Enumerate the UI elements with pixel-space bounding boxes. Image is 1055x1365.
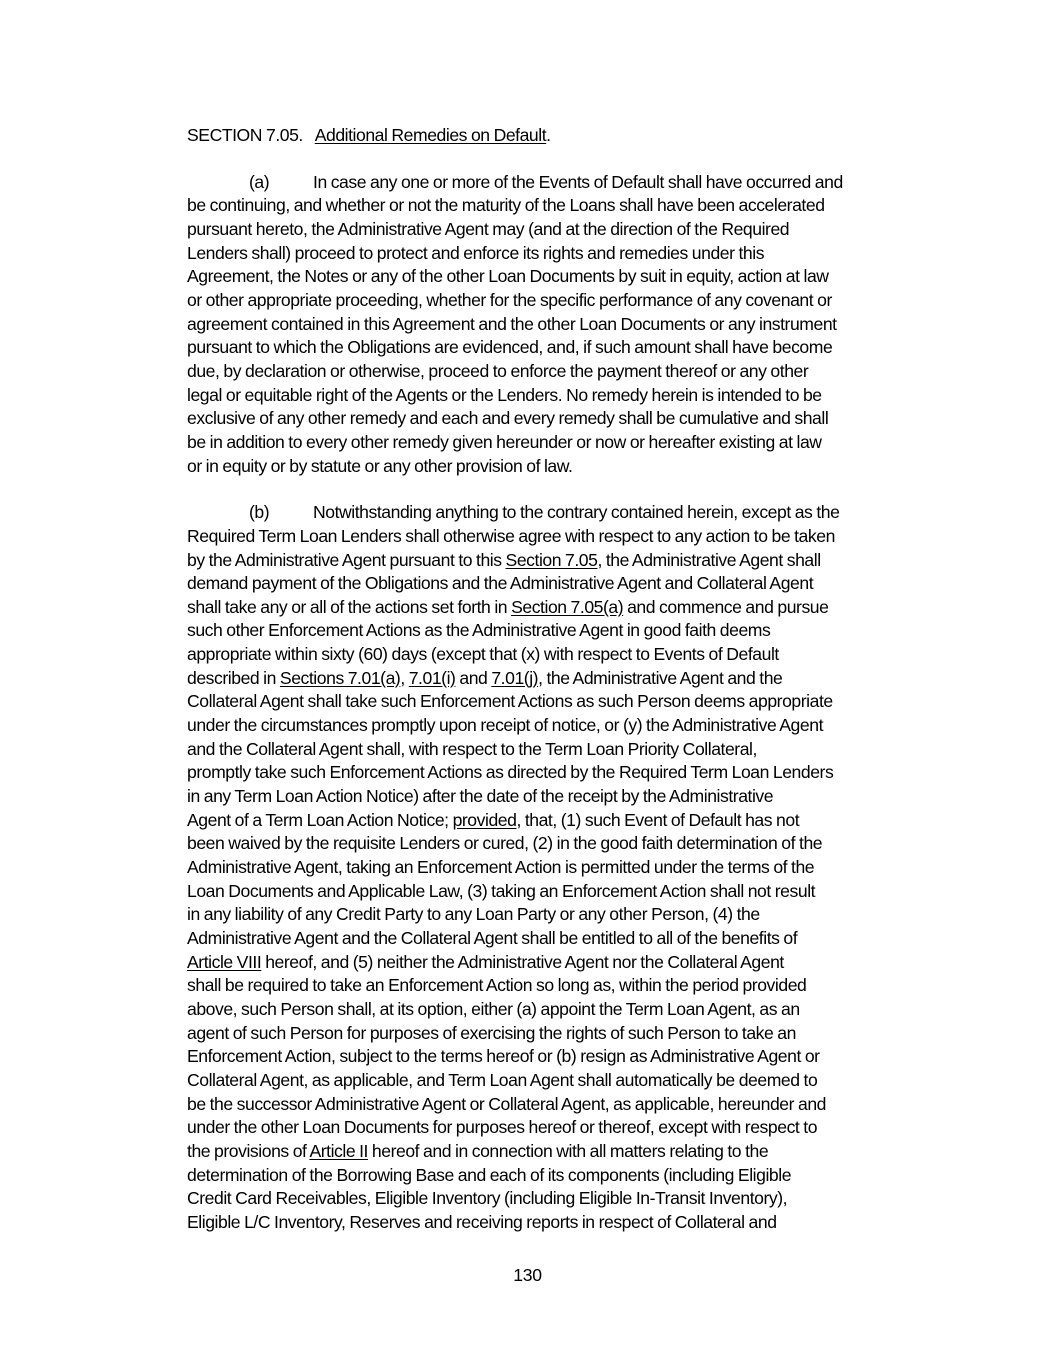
paragraph-line: Loan Documents and Applicable Law, (3) taking an Enforcement Action shall not result bbox=[187, 880, 816, 901]
paragraph-line: Administrative Agent, taking an Enforcement Action is permitted under the terms of the bbox=[187, 857, 815, 878]
section-reference-link[interactable]: Section 7.05(a) bbox=[511, 596, 624, 617]
section-number: SECTION 7.05. bbox=[187, 125, 303, 145]
article-reference-link[interactable]: Article II bbox=[309, 1140, 368, 1161]
paragraph-line: pursuant to which the Obligations are evidenced, and, if such amount shall have become bbox=[187, 337, 833, 358]
paragraph-line: by the Administrative Agent pursuant to this Section 7.05, the Administrative Agent shall bbox=[187, 549, 821, 570]
paragraph-a bbox=[187, 171, 933, 479]
paragraph-line: appropriate within sixty (60) days (except that (x) with respect to Events of Default bbox=[187, 644, 779, 665]
provided-term: provided bbox=[452, 809, 517, 830]
paragraph-line: Collateral Agent shall take such Enforcement Actions as such Person deems appropriate bbox=[187, 691, 833, 712]
paragraph-line: under the circumstances promptly upon receipt of notice, or (y) the Administrative Agent bbox=[187, 715, 824, 736]
paragraph-line: (a) In case any one or more of the Events of Default shall have occurred and bbox=[187, 171, 933, 195]
paragraph-line: be continuing, and whether or not the maturity of the Loans shall have been accelerated bbox=[187, 195, 825, 216]
document-page bbox=[187, 124, 933, 1258]
paragraph-line: (b) Notwithstanding anything to the contrary contained herein, except as the bbox=[187, 501, 933, 525]
paragraph-line: Required Term Loan Lenders shall otherwise agree with respect to any action to be taken bbox=[187, 525, 835, 546]
section-reference-link[interactable]: 7.01(i) bbox=[408, 667, 456, 688]
paragraph-line: agent of such Person for purposes of exercising the rights of such Person to take an bbox=[187, 1022, 796, 1043]
paragraph-line: be in addition to every other remedy given hereunder or now or hereafter existing at law bbox=[187, 431, 822, 452]
paragraph-line: demand payment of the Obligations and the Administrative Agent and Collateral Agent bbox=[187, 573, 814, 594]
paragraph-line: exclusive of any other remedy and each and every remedy shall be cumulative and shall bbox=[187, 408, 829, 429]
paragraph-line: above, such Person shall, at its option, either (a) appoint the Term Loan Agent, as an bbox=[187, 998, 800, 1019]
paragraph-line: Agent of a Term Loan Action Notice; provided, that, (1) such Event of Default has not bbox=[187, 809, 800, 830]
paragraph-line: legal or equitable right of the Agents or the Lenders. No remedy herein is intended to be bbox=[187, 384, 822, 405]
paragraph-line: in any liability of any Credit Party to any Loan Party or any other Person, (4) the bbox=[187, 904, 760, 925]
section-reference-link[interactable]: Sections 7.01(a) bbox=[279, 667, 401, 688]
paragraph-line: in any Term Loan Action Notice) after the date of the receipt by the Administrative bbox=[187, 786, 774, 807]
paragraph-line: promptly take such Enforcement Actions as directed by the Required Term Loan Lenders bbox=[187, 762, 834, 783]
paragraph-line: determination of the Borrowing Base and each of its components (including Eligible bbox=[187, 1164, 792, 1185]
article-reference-link[interactable]: Article VIII bbox=[187, 951, 262, 972]
paragraph-label: (b) bbox=[249, 502, 270, 523]
paragraph-line: shall take any or all of the actions set forth in Section 7.05(a) and commence and pursue bbox=[187, 596, 829, 617]
page-number: 130 bbox=[513, 1265, 542, 1285]
paragraph-line: Enforcement Action, subject to the terms hereof or (b) resign as Administrative Agent or bbox=[187, 1046, 820, 1067]
section-reference-link[interactable]: 7.01(j) bbox=[491, 667, 539, 688]
paragraph-line: Agreement, the Notes or any of the other Loan Documents by suit in equity, action at law bbox=[187, 266, 829, 287]
paragraph-line: due, by declaration or otherwise, proceed to enforce the payment thereof or any other bbox=[187, 360, 809, 381]
section-title: Additional Remedies on Default bbox=[314, 125, 547, 145]
paragraph-line: pursuant hereto, the Administrative Agent may (and at the direction of the Required bbox=[187, 218, 790, 239]
paragraph-line: or in equity or by statute or any other provision of law. bbox=[187, 455, 573, 476]
paragraph-line: such other Enforcement Actions as the Administrative Agent in good faith deems bbox=[187, 620, 771, 641]
paragraph-b bbox=[187, 501, 933, 1234]
paragraph-line: Administrative Agent and the Collateral Agent shall be entitled to all of the benefits of bbox=[187, 928, 798, 948]
paragraph-line: Article VIII hereof, and (5) neither the Administrative Agent nor the Collateral Agent bbox=[187, 951, 784, 972]
paragraph-line: Credit Card Receivables, Eligible Inventory (including Eligible In-Transit Inventory), bbox=[187, 1188, 788, 1209]
paragraph-line: described in Sections 7.01(a), 7.01(i) and 7.01(j), the Administrative Agent and the bbox=[187, 667, 783, 688]
paragraph-line: and the Collateral Agent shall, with respect to the Term Loan Priority Collateral, bbox=[187, 738, 757, 759]
paragraph-line: be the successor Administrative Agent or Collateral Agent, as applicable, hereunder and bbox=[187, 1093, 826, 1114]
paragraph-line: Lenders shall) proceed to protect and enforce its rights and remedies under this bbox=[187, 242, 765, 263]
paragraph-line: shall be required to take an Enforcement Action so long as, within the period provided bbox=[187, 975, 807, 996]
paragraph-line: the provisions of Article II hereof and in connection with all matters relating to the bbox=[187, 1140, 769, 1161]
paragraph-line: or other appropriate proceeding, whether for the specific performance of any covenant or bbox=[187, 289, 832, 310]
section-title-period: . bbox=[546, 125, 551, 145]
paragraph-line: Collateral Agent, as applicable, and Term Loan Agent shall automatically be deemed to bbox=[187, 1069, 818, 1090]
paragraph-line: been waived by the requisite Lenders or cured, (2) in the good faith determination of the bbox=[187, 833, 823, 854]
paragraph-line: agreement contained in this Agreement and the other Loan Documents or any instrument bbox=[187, 313, 837, 334]
paragraph-line: Eligible L/C Inventory, Reserves and receiving reports in respect of Collateral and bbox=[187, 1211, 777, 1232]
section-heading bbox=[187, 124, 933, 148]
section-reference-link[interactable]: Section 7.05 bbox=[505, 549, 598, 570]
paragraph-line: under the other Loan Documents for purposes hereof or thereof, except with respect to bbox=[187, 1117, 818, 1138]
paragraph-label: (a) bbox=[249, 171, 270, 192]
